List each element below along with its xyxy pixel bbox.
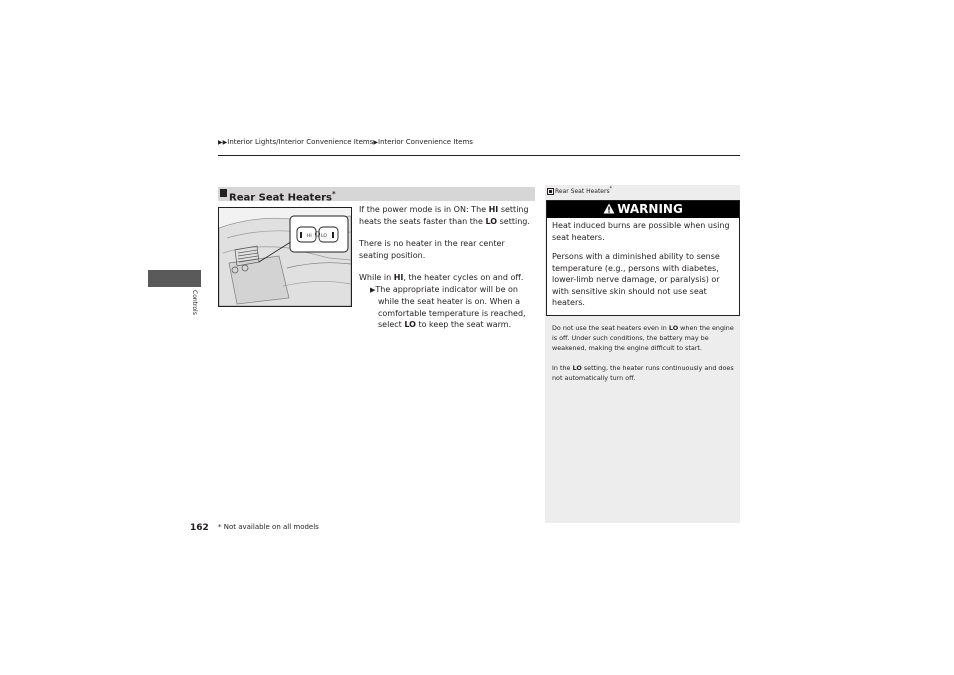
body-text bbox=[359, 204, 535, 342]
warning-header: WARNING bbox=[547, 201, 739, 218]
section-square-icon bbox=[220, 189, 227, 197]
paragraph: If the power mode is in ON: The HI setting heats the seats faster than the LO setting. bbox=[359, 205, 530, 226]
sub-paragraph: ▶The appropriate indicator will be on while the seat heater is on. When a comfortable temperature is reached, select LO to keep the seat warm. bbox=[370, 284, 526, 329]
seat-heater-illustration bbox=[218, 207, 352, 307]
ref-icon bbox=[547, 188, 554, 195]
breadcrumb-item[interactable]: Interior Lights/Interior Convenience Items bbox=[227, 138, 374, 146]
breadcrumb bbox=[218, 138, 473, 146]
note-paragraph: Do not use the seat heaters even in LO when the engine is off. Under such conditions, the battery may be weakened, making the engine difficult to start. bbox=[552, 324, 734, 353]
switch-left-label: HI bbox=[307, 234, 312, 239]
page-number: 162 bbox=[190, 523, 209, 533]
warning-paragraph: Persons with a diminished ability to sense temperature (e.g., persons with diabetes, lower-limb nerve damage, or paralysis) or with sensitive skin should not use seat heaters. bbox=[552, 252, 720, 307]
breadcrumb-arrow-icon: ▶ bbox=[373, 139, 379, 146]
switch-right-icon bbox=[319, 227, 338, 242]
section-title: Rear Seat Heaters* bbox=[229, 190, 336, 204]
chapter-tab[interactable] bbox=[148, 270, 201, 287]
side-note-heading[interactable]: Rear Seat Heaters* bbox=[547, 186, 612, 195]
header-rule bbox=[218, 155, 740, 156]
warning-text bbox=[552, 220, 734, 317]
arrow-icon: ▶ bbox=[370, 285, 376, 294]
switch-left-icon bbox=[297, 227, 316, 242]
footnote: * Not available on all models bbox=[218, 523, 319, 531]
breadcrumb-item[interactable]: Interior Convenience Items bbox=[378, 138, 473, 146]
paragraph: There is no heater in the rear center seating position. bbox=[359, 239, 505, 260]
switch-right-label: LO bbox=[321, 234, 327, 239]
paragraph: While in HI, the heater cycles on and off. bbox=[359, 273, 524, 282]
warning-paragraph: Heat induced burns are possible when using seat heaters. bbox=[552, 221, 730, 242]
side-note-text bbox=[552, 323, 734, 392]
breadcrumb-arrow-icon: ▶ bbox=[218, 139, 223, 146]
chapter-label: Controls bbox=[191, 290, 198, 315]
breadcrumb-arrow-icon: ▶ bbox=[222, 139, 228, 146]
console-illustration-icon bbox=[219, 208, 351, 306]
note-paragraph: In the LO setting, the heater runs continuously and does not automatically turn off. bbox=[552, 363, 734, 382]
warning-triangle-icon bbox=[603, 203, 615, 214]
footnote-mark: * bbox=[331, 190, 336, 198]
